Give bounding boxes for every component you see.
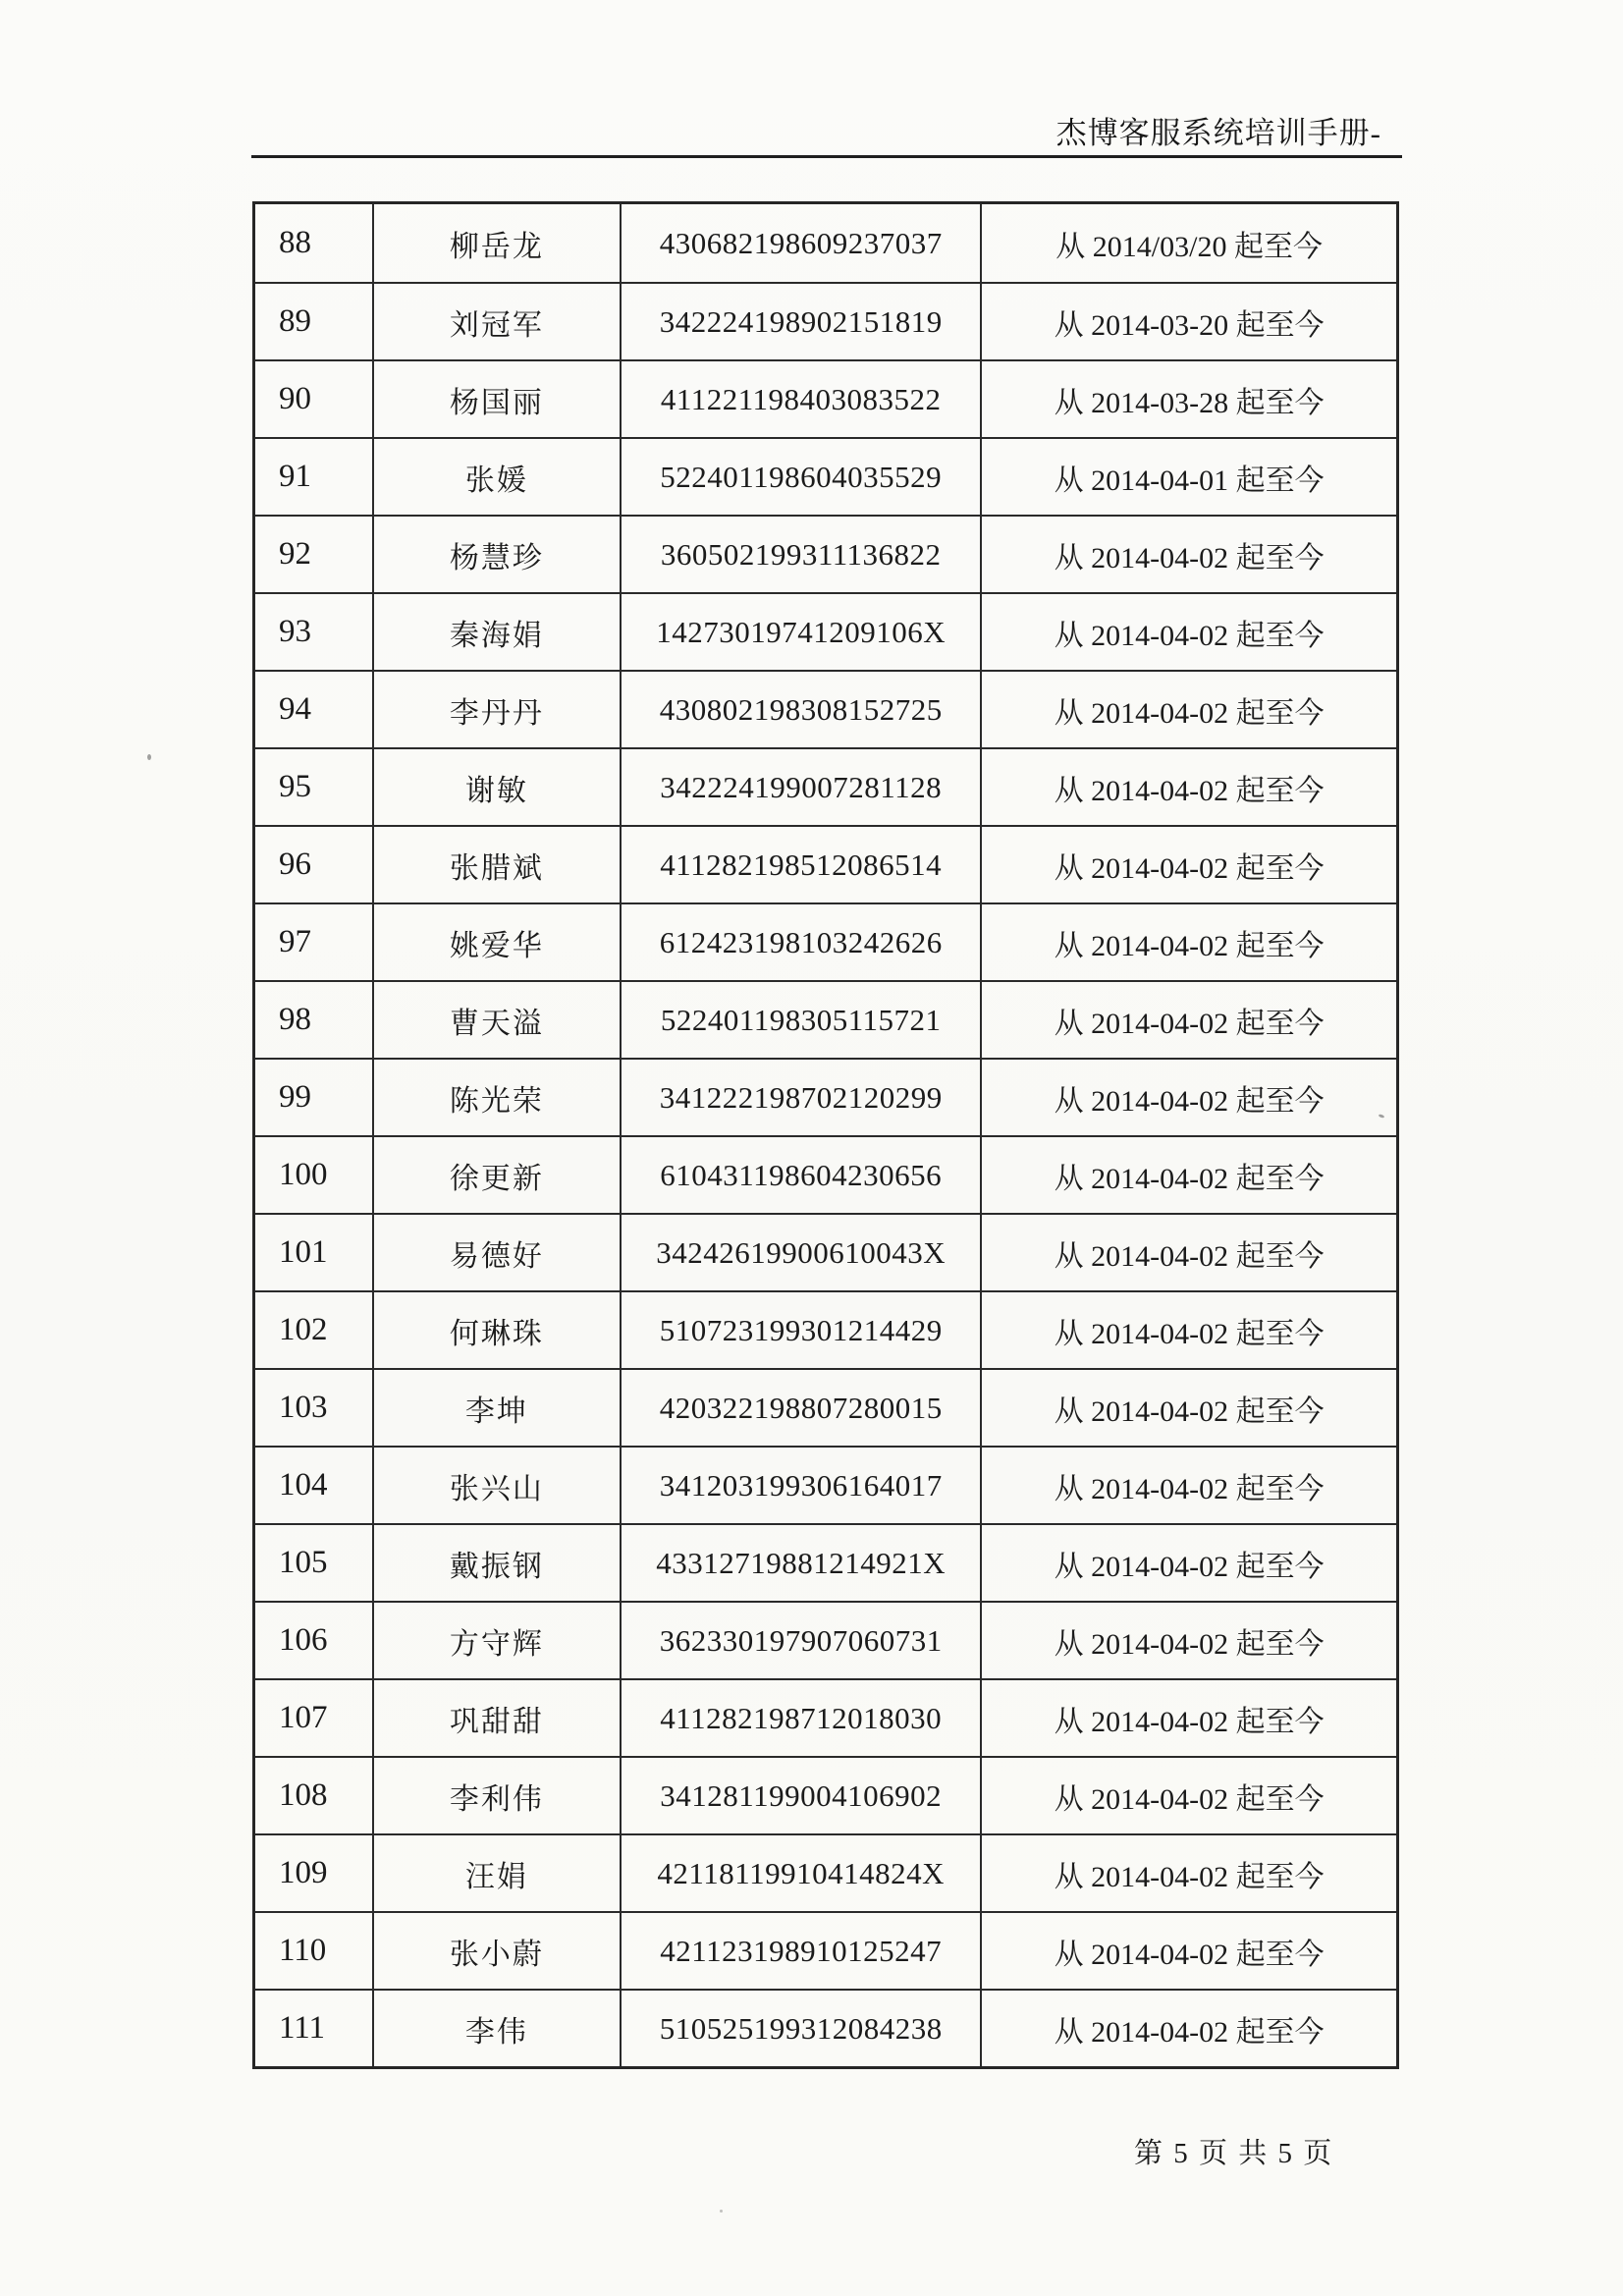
cell-employment-period: 从 2014-04-02 起至今: [980, 1448, 1396, 1523]
cell-row-number: 108: [279, 1777, 328, 1813]
cell-row-number: 100: [279, 1157, 328, 1192]
cell-id-number: 360502199311136822: [620, 517, 980, 592]
header-divider-line: [251, 155, 1402, 158]
cell-employment-period: 从 2014-04-02 起至今: [980, 1215, 1396, 1290]
scan-speck: [147, 754, 151, 760]
cell-id-number: 610431198604230656: [620, 1137, 980, 1213]
table-row: [255, 359, 1396, 437]
cell-employee-name: 刘冠军: [372, 284, 621, 359]
page-number: 第 5 页 共 5 页: [1134, 2138, 1334, 2169]
cell-id-number: 421123198910125247: [620, 1913, 980, 1989]
cell-employee-name: 李伟: [372, 1991, 621, 2066]
cell-employee-name: 谢敏: [372, 749, 621, 825]
cell-row-number: 98: [279, 1002, 311, 1037]
cell-employee-name: 汪娟: [372, 1835, 621, 1911]
cell-employment-period: 从 2014/03/20 起至今: [980, 204, 1396, 282]
cell-employee-name: 张媛: [372, 439, 621, 515]
table-row: [255, 1368, 1396, 1446]
cell-row-number: 111: [279, 2010, 326, 2046]
cell-employee-name: 何琳珠: [372, 1292, 621, 1368]
cell-employment-period: 从 2014-03-20 起至今: [980, 284, 1396, 359]
cell-employee-name: 张腊斌: [372, 827, 621, 902]
cell-row-number: 101: [279, 1234, 328, 1270]
cell-row-number: 95: [279, 769, 311, 804]
cell-employee-name: 张小蔚: [372, 1913, 621, 1989]
table-row: [255, 1523, 1396, 1601]
cell-row-number: 92: [279, 536, 311, 572]
cell-id-number: 14273019741209106X: [620, 594, 980, 670]
cell-id-number: 522401198604035529: [620, 439, 980, 515]
cell-employee-name: 曹天溢: [372, 982, 621, 1058]
cell-employee-name: 柳岳龙: [372, 204, 621, 282]
cell-id-number: 341222198702120299: [620, 1060, 980, 1135]
table-row: [255, 1989, 1396, 2066]
document-header-title: 杰博客服系统培训手册-: [1055, 116, 1381, 150]
cell-row-number: 91: [279, 459, 311, 494]
cell-employee-name: 易德好: [372, 1215, 621, 1290]
table-row: [255, 592, 1396, 670]
cell-employment-period: 从 2014-04-02 起至今: [980, 749, 1396, 825]
cell-employment-period: 从 2014-04-02 起至今: [980, 904, 1396, 980]
cell-id-number: 411282198712018030: [620, 1680, 980, 1756]
cell-employment-period: 从 2014-04-02 起至今: [980, 672, 1396, 747]
cell-employment-period: 从 2014-04-02 起至今: [980, 1913, 1396, 1989]
table-row: [255, 1058, 1396, 1135]
cell-id-number: 510525199312084238: [620, 1991, 980, 2066]
cell-id-number: 341281199004106902: [620, 1758, 980, 1833]
cell-row-number: 102: [279, 1312, 328, 1347]
cell-employment-period: 从 2014-04-01 起至今: [980, 439, 1396, 515]
cell-id-number: 411282198512086514: [620, 827, 980, 902]
table-row: [255, 204, 1396, 282]
cell-employment-period: 从 2014-04-02 起至今: [980, 827, 1396, 902]
cell-row-number: 107: [279, 1700, 328, 1735]
cell-row-number: 104: [279, 1467, 328, 1503]
cell-employment-period: 从 2014-04-02 起至今: [980, 594, 1396, 670]
cell-employee-name: 李利伟: [372, 1758, 621, 1833]
table-row: [255, 437, 1396, 515]
cell-id-number: 341203199306164017: [620, 1448, 980, 1523]
table-row: [255, 1756, 1396, 1833]
staff-roster-table: [252, 201, 1399, 2069]
cell-row-number: 103: [279, 1390, 328, 1425]
cell-employment-period: 从 2014-04-02 起至今: [980, 1060, 1396, 1135]
cell-id-number: 510723199301214429: [620, 1292, 980, 1368]
cell-employment-period: 从 2014-04-02 起至今: [980, 1137, 1396, 1213]
table-row: [255, 1678, 1396, 1756]
cell-employee-name: 陈光荣: [372, 1060, 621, 1135]
cell-id-number: 42118119910414824X: [620, 1835, 980, 1911]
cell-row-number: 94: [279, 691, 311, 727]
table-row: [255, 1446, 1396, 1523]
cell-id-number: 362330197907060731: [620, 1603, 980, 1678]
table-row: [255, 1213, 1396, 1290]
cell-employment-period: 从 2014-04-02 起至今: [980, 982, 1396, 1058]
cell-employee-name: 李坤: [372, 1370, 621, 1446]
table-row: [255, 980, 1396, 1058]
cell-employment-period: 从 2014-03-28 起至今: [980, 361, 1396, 437]
cell-id-number: 34242619900610043X: [620, 1215, 980, 1290]
cell-employee-name: 徐更新: [372, 1137, 621, 1213]
cell-employment-period: 从 2014-04-02 起至今: [980, 1991, 1396, 2066]
scan-speck: [720, 2210, 723, 2213]
cell-row-number: 109: [279, 1855, 328, 1890]
cell-row-number: 106: [279, 1622, 328, 1658]
table-row: [255, 902, 1396, 980]
cell-employee-name: 方守辉: [372, 1603, 621, 1678]
table-row: [255, 747, 1396, 825]
table-row: [255, 1135, 1396, 1213]
cell-employment-period: 从 2014-04-02 起至今: [980, 1680, 1396, 1756]
cell-employee-name: 李丹丹: [372, 672, 621, 747]
table-row: [255, 1290, 1396, 1368]
cell-id-number: 342224198902151819: [620, 284, 980, 359]
table-row: [255, 1833, 1396, 1911]
cell-row-number: 110: [279, 1933, 327, 1968]
cell-row-number: 105: [279, 1545, 328, 1580]
cell-id-number: 430802198308152725: [620, 672, 980, 747]
cell-employment-period: 从 2014-04-02 起至今: [980, 1835, 1396, 1911]
table-row: [255, 515, 1396, 592]
cell-employment-period: 从 2014-04-02 起至今: [980, 1758, 1396, 1833]
cell-employment-period: 从 2014-04-02 起至今: [980, 517, 1396, 592]
cell-employee-name: 姚爱华: [372, 904, 621, 980]
cell-employment-period: 从 2014-04-02 起至今: [980, 1525, 1396, 1601]
cell-row-number: 90: [279, 381, 311, 416]
table-row: [255, 825, 1396, 902]
table-row: [255, 1911, 1396, 1989]
cell-employee-name: 戴振钢: [372, 1525, 621, 1601]
table-row: [255, 670, 1396, 747]
cell-id-number: 430682198609237037: [620, 204, 980, 282]
cell-employment-period: 从 2014-04-02 起至今: [980, 1603, 1396, 1678]
table-row: [255, 1601, 1396, 1678]
cell-employee-name: 杨国丽: [372, 361, 621, 437]
cell-row-number: 89: [279, 303, 311, 339]
cell-employee-name: 杨慧珍: [372, 517, 621, 592]
cell-row-number: 96: [279, 847, 311, 882]
cell-employee-name: 巩甜甜: [372, 1680, 621, 1756]
cell-employment-period: 从 2014-04-02 起至今: [980, 1370, 1396, 1446]
cell-id-number: 342224199007281128: [620, 749, 980, 825]
cell-employment-period: 从 2014-04-02 起至今: [980, 1292, 1396, 1368]
cell-row-number: 97: [279, 924, 311, 959]
cell-id-number: 411221198403083522: [620, 361, 980, 437]
cell-employee-name: 张兴山: [372, 1448, 621, 1523]
cell-row-number: 93: [279, 614, 311, 649]
cell-id-number: 612423198103242626: [620, 904, 980, 980]
cell-row-number: 88: [279, 225, 311, 260]
cell-id-number: 43312719881214921X: [620, 1525, 980, 1601]
cell-employee-name: 秦海娟: [372, 594, 621, 670]
cell-id-number: 522401198305115721: [620, 982, 980, 1058]
cell-row-number: 99: [279, 1079, 311, 1115]
table-row: [255, 282, 1396, 359]
cell-id-number: 420322198807280015: [620, 1370, 980, 1446]
